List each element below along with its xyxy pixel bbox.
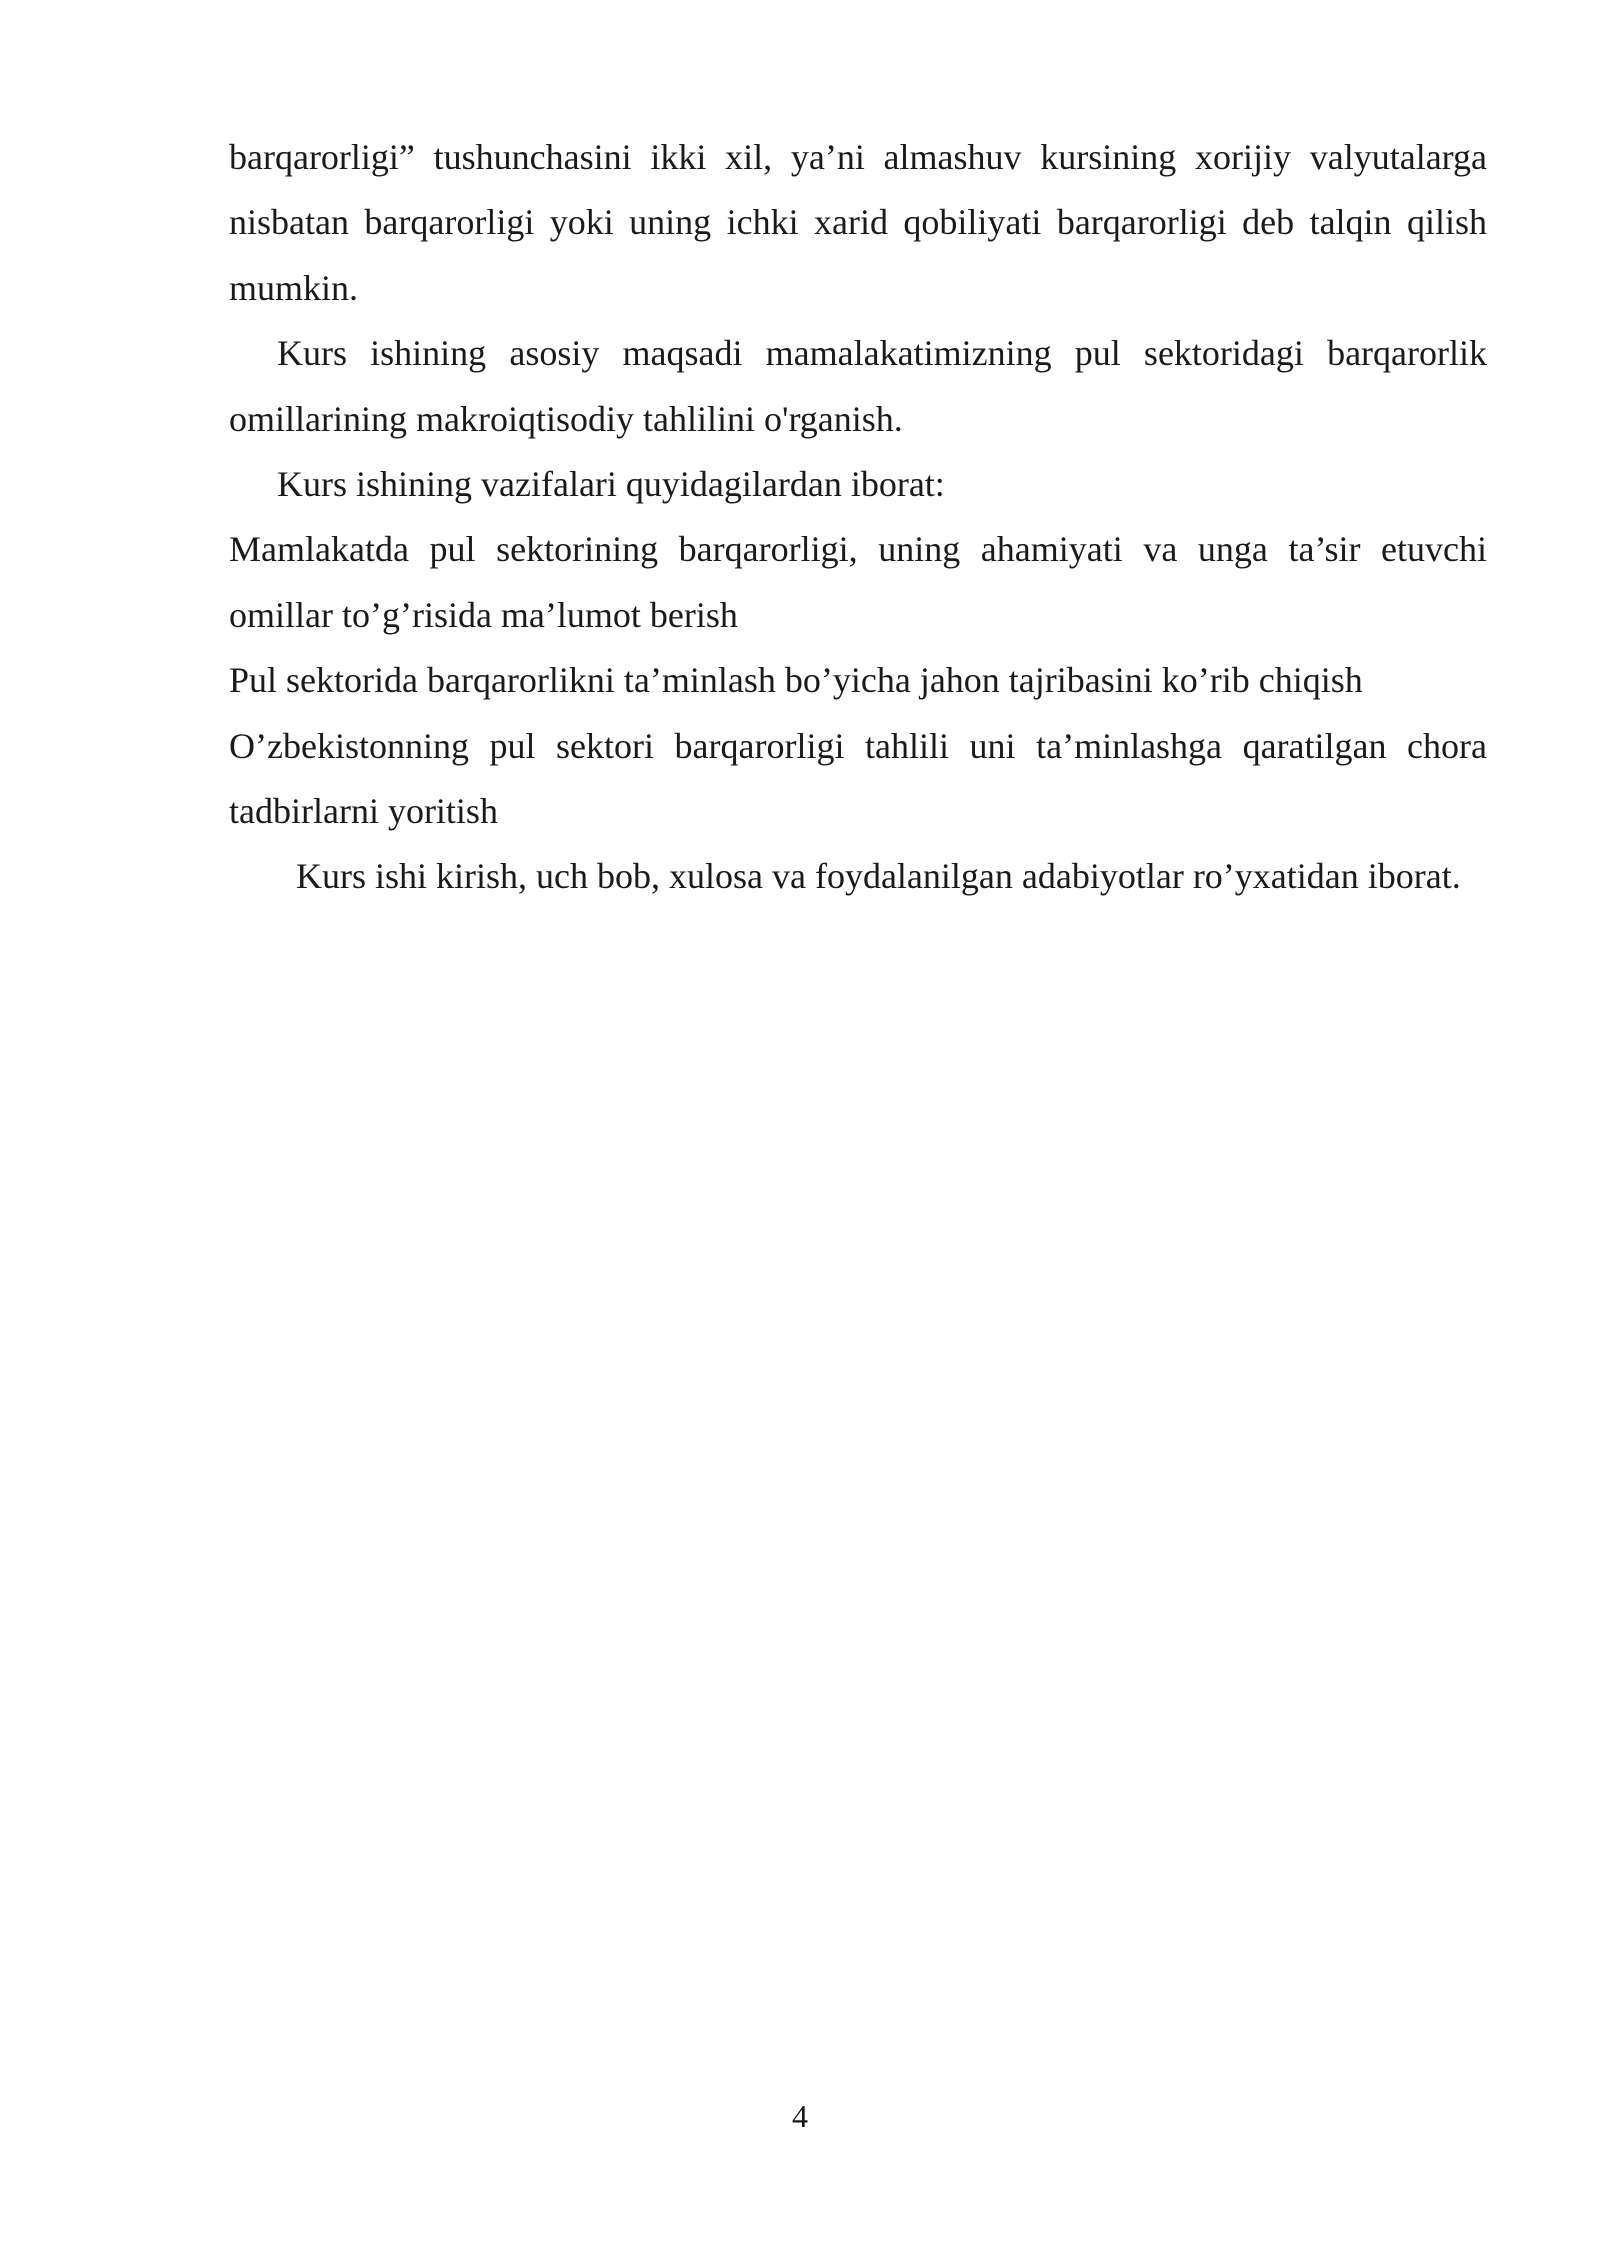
paragraph-tasks-intro: Kurs ishining vazifalari quyidagilardan iborat: bbox=[277, 464, 945, 505]
task-item-1: Mamlakatda pul sektorining barqarorligi, uning ahamiyati va unga ta’sir etuvchi omillar to’g’risida ma’lumot berish bbox=[229, 529, 1487, 635]
task-item-2: Pul sektorida barqarorlikni ta’minlash bo’yicha jahon tajribasini ko’rib chiqish bbox=[229, 660, 1363, 701]
page-number: 4 bbox=[792, 2098, 808, 2134]
paragraph-structure: Kurs ishi kirish, uch bob, xulosa va foydalanilgan adabiyotlar ro’yxatidan iborat. bbox=[296, 856, 1461, 897]
task-item-3: O’zbekistonning pul sektori barqarorligi tahlili uni ta’minlashga qaratilgan chora tadbirlarni yoritish bbox=[229, 725, 1487, 832]
paragraph-definition: barqarorligi” tushunchasini ikki xil, ya’ni almashuv kursining xorijiy valyutalarga nisbatan barqarorligi yoki uning ichki xarid qobiliyati barqarorligi deb talqin qilish mumkin. bbox=[229, 137, 1487, 308]
paragraph-main-goal: Kurs ishining asosiy maqsadi mamalakatimizning pul sektoridagi barqarorlik omillarining makroiqtisodiy tahlilini o'rganish. bbox=[229, 333, 1487, 439]
body-text bbox=[229, 125, 1487, 910]
